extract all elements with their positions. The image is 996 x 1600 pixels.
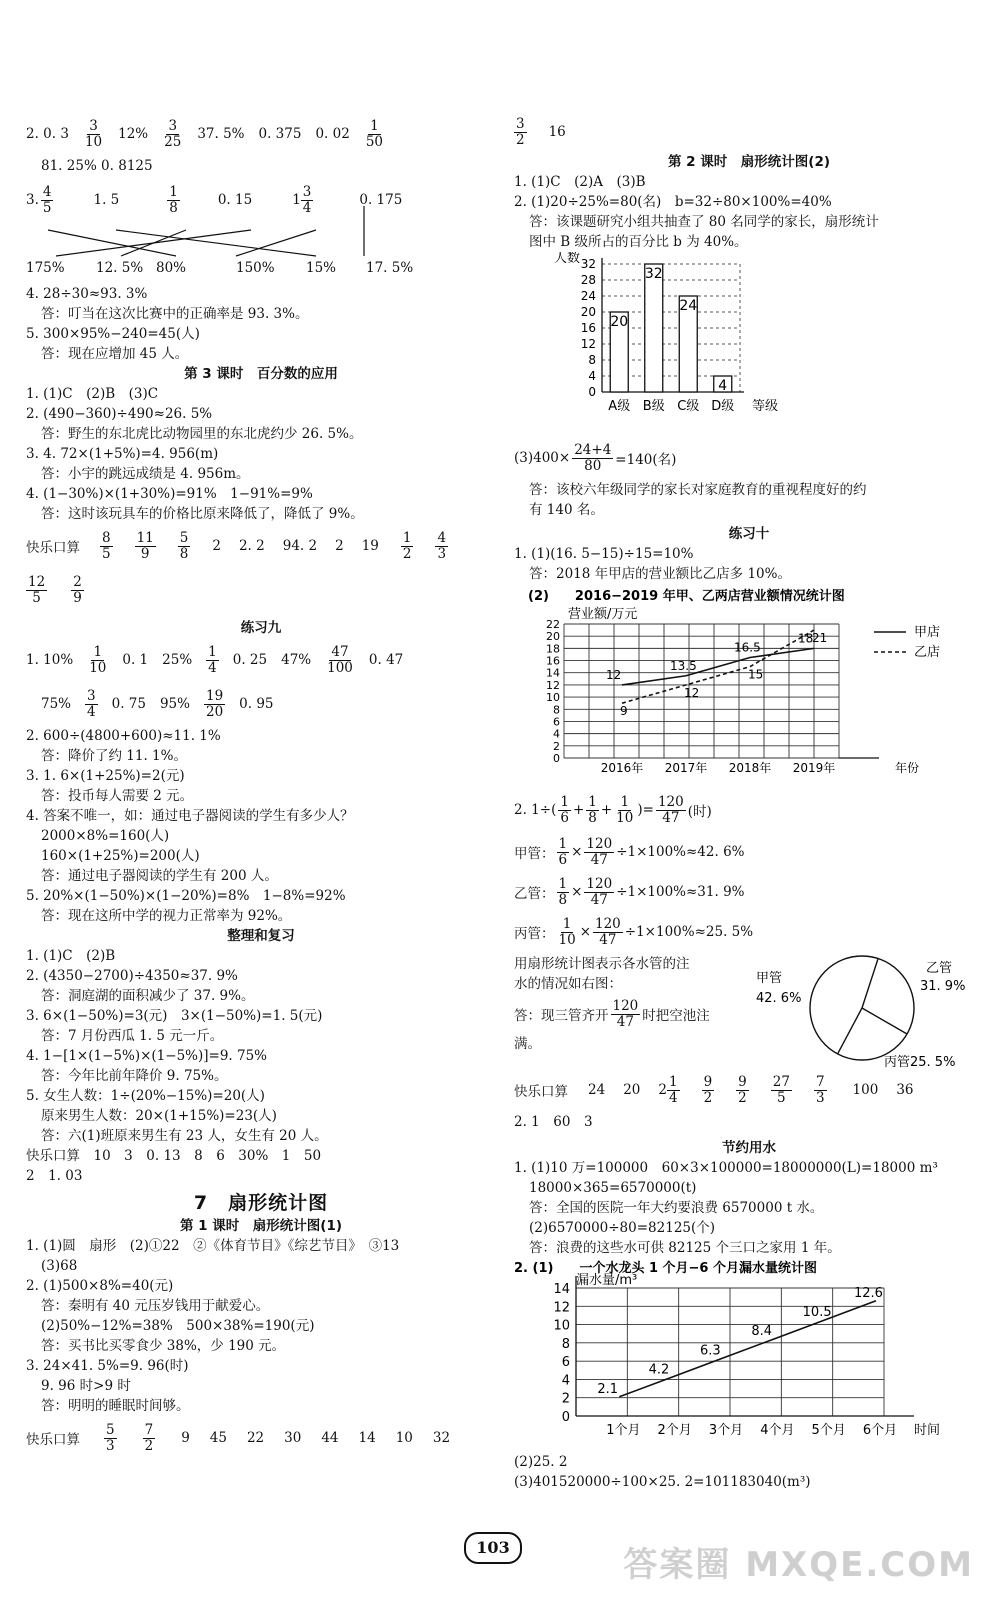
answer-line: 3. 4. 72×(1+5%)=4. 956(m)	[26, 446, 219, 462]
answer-line: 1. (1)(16. 5−15)÷15=10%	[514, 546, 694, 562]
answer-line: 答：该课题研究小组共抽查了 80 名同学的家长，扇形统计	[529, 214, 879, 230]
y-tick-label: 12	[546, 678, 560, 692]
answer-line: 答：秦明有 40 元压岁钱用于献爱心。	[41, 1298, 270, 1314]
series-line	[619, 1301, 876, 1397]
answer-text: 0. 375	[258, 126, 302, 142]
y-tick-label: 0	[553, 752, 560, 765]
fraction: 3 10	[84, 117, 103, 150]
answer-line: 18000×365=6570000(t)	[529, 1180, 697, 1196]
x-tick-label: B级	[642, 399, 665, 414]
y-tick-label: 22	[546, 618, 560, 631]
section-title: 节约用水	[722, 1140, 776, 1156]
answer-line: 5. 300×95%−240=45(人)	[26, 326, 200, 342]
answer-text: 37. 5%	[197, 126, 245, 142]
data-label: 4.2	[648, 1362, 670, 1378]
section-title: 第 1 课时 扇形统计图(1)	[179, 1218, 343, 1234]
q3-bottom-row: 175% 12. 5% 80% 150% 15% 17. 5%	[26, 260, 414, 276]
y-tick-label: 6	[561, 1355, 570, 1371]
answer-line: 5. 20%×(1−50%)×(1−20%)=8% 1−8%=92%	[26, 888, 346, 904]
fraction: 9 2	[703, 1073, 713, 1106]
fraction: 120 47	[612, 997, 639, 1030]
answer-line: 答：现在这所中学的视力正常率为 92%。	[41, 908, 292, 924]
fraction: 5 3	[106, 1421, 115, 1454]
match-line	[236, 230, 316, 256]
answer-line: 3. 24×41. 5%=9. 96(时)	[26, 1358, 189, 1374]
x-tick-label: 2个月	[657, 1423, 692, 1438]
y-tick-label: 24	[580, 289, 596, 303]
fraction: 19 20	[205, 687, 224, 720]
answer-text: 12%	[118, 126, 149, 142]
y-tick-label: 8	[588, 353, 596, 367]
pie-chart	[754, 952, 984, 1068]
fraction: 27 5	[772, 1073, 790, 1106]
y-axis-label: 营业额/万元	[568, 607, 638, 622]
y-tick-label: 0	[561, 1410, 570, 1425]
answer-line: 2. (1)500×8%=40(元)	[26, 1278, 174, 1294]
x-tick-label: 2017年	[664, 761, 708, 775]
answer-line: 答：今年比前年降价 9. 75%。	[41, 1068, 228, 1084]
kuaile-row-2: 快乐口算 5 3 7 2 9 45 22 30 44 14 10 32	[26, 1421, 451, 1454]
y-tick-label: 16	[580, 321, 596, 335]
y-tick-label: 12	[580, 337, 596, 351]
bar	[645, 264, 663, 392]
fraction: 9 2	[738, 1073, 747, 1106]
data-label: 2.1	[597, 1381, 619, 1397]
y-tick-label: 8	[561, 1336, 570, 1352]
data-label: 12	[684, 685, 700, 700]
y-tick-label: 18	[546, 642, 560, 656]
answer-line: 答：小宇的跳远成绩是 4. 956m。	[41, 466, 250, 482]
fraction: $\frac{120}{47}$	[586, 875, 613, 908]
data-label: 16.5	[734, 640, 761, 655]
fraction: 3 4	[87, 687, 96, 720]
chart-title: (2) 2016−2019 年甲、乙两店营业额情况统计图	[528, 589, 845, 604]
y-tick-label: 10	[553, 1318, 570, 1334]
answer-line: 2. 600÷(4800+600)≈11. 1%	[26, 728, 221, 744]
data-label: 12.6	[854, 1285, 883, 1301]
answer-line: 1. (1)C (2)B	[26, 948, 116, 964]
q3-matching	[26, 176, 496, 284]
leak-chart	[514, 1258, 984, 1448]
answer-line: (3)401520000÷100×25. 2=101183040(m³)	[514, 1474, 811, 1490]
answer-line: 答：这时该玩具车的价格比原来降低了，降低了 9%。	[41, 506, 364, 522]
legend-label: 乙店	[914, 645, 941, 660]
pie-text: 用扇形统计图表示各水管的注 水的情况如右图： 答：现三管齐开 120 47 时把空池注 满。	[514, 956, 710, 1052]
fraction: $\frac{1}{10}$	[558, 915, 576, 948]
q2-row	[26, 112, 496, 156]
fraction: 5 8	[179, 529, 189, 562]
x-tick-label: 1个月	[606, 1423, 641, 1438]
answer-line: 答：叮当在这次比赛中的正确率是 93. 3%。	[41, 306, 309, 322]
fraction: 3 2	[516, 115, 525, 148]
answer-line: 快乐口算 10 3 0. 13 8 6 30% 1 50	[26, 1148, 322, 1164]
data-label: 15	[748, 667, 764, 682]
y-tick-label: 16	[546, 654, 560, 668]
data-label: 6.3	[700, 1343, 721, 1359]
answer-line: 160×(1+25%)=200(人)	[41, 848, 200, 864]
pipe-head-row: 2. 1÷( 1 6 + $\frac{1}{8}$ + $\frac{1}{10}$ )= $\frac{120}{47}$ (时)	[514, 793, 712, 826]
answer-line: 答：洞庭湖的面积减少了 37. 9%。	[41, 988, 255, 1004]
fraction: $\frac{24+4}{80}$	[574, 441, 612, 474]
x-axis-label: 等级	[752, 399, 779, 414]
data-label: 8.4	[751, 1324, 773, 1340]
x-tick-label: 2019年	[792, 761, 836, 775]
answer-line: 2. (490−360)÷490≈26. 5%	[26, 406, 213, 422]
answer-line: 5. 女生人数：1÷(20%−15%)=20(人)	[26, 1088, 265, 1104]
y-tick-label: 10	[546, 691, 560, 705]
answer-line: (2)50%−12%=38% 500×38%=190(元)	[41, 1318, 315, 1334]
legend-label: 甲店	[914, 625, 941, 640]
bar-chart	[514, 252, 984, 432]
bar-calc-row: (3)400× $\frac{24+4}{80}$ =140(名)	[514, 441, 677, 474]
section-title: 练习九	[240, 620, 282, 636]
unit-title: 7 扇形统计图	[193, 1192, 329, 1214]
fraction: $\frac{120}{47}$	[586, 835, 613, 868]
x-tick-label: D级	[711, 399, 735, 414]
answer-line: 4. 28÷30≈93. 3%	[26, 286, 148, 302]
fraction: $\frac{1}{8}$	[558, 875, 568, 908]
fraction: 2 9	[73, 573, 82, 606]
data-label: 10.5	[802, 1305, 832, 1320]
fraction: 7 2	[144, 1421, 154, 1454]
answer-line: 1. (1)圆 扇形 (2)①22 ②《体育节目》《综艺节目》 ③13	[26, 1238, 400, 1254]
fraction: 4 3	[437, 529, 447, 562]
ex9-row-2: 75% 3 4 0. 75 95% 19 20 0. 95	[41, 687, 274, 720]
answer-line: 答：2018 年甲店的营业额比乙店多 10%。	[529, 566, 791, 582]
answer-line: 答：六(1)班原来男生有 23 人，女生有 20 人。	[41, 1128, 328, 1144]
pipe-row: 丙管： $\frac{1}{10}$ × $\frac{120}{47}$ ÷1×100%≈25. 5%	[514, 915, 754, 948]
data-label: 12	[606, 667, 622, 682]
bar-value-label: 20	[610, 314, 629, 330]
answer-text: 0. 02	[315, 126, 350, 142]
answer-text: 2. 0. 3	[26, 126, 69, 142]
kuaile-row-1: 快乐口算 8 5 11 9 5 8 2 2. 2 94. 2 2 19 1 2 4 3	[26, 529, 447, 562]
chart-title: 2. (1) 一个水龙头 1 个月−6 个月漏水量统计图	[514, 1261, 817, 1276]
answer-line: 答：全国的医院一年大约要浪费 6570000 t 水。	[529, 1200, 824, 1216]
answer-line: 4. 1−[1×(1−5%)×(1−5%)]=9. 75%	[26, 1048, 268, 1064]
fraction: $\frac{120}{47}$	[595, 915, 621, 948]
y-tick-label: 20	[546, 630, 560, 644]
x-tick-label: 2018年	[728, 761, 772, 775]
answer-line: 2. 1 60 3	[514, 1114, 593, 1130]
y-tick-label: 2	[553, 739, 560, 753]
data-label: 13.5	[670, 658, 697, 673]
pie-section	[514, 952, 984, 1068]
data-label: 21	[812, 631, 828, 646]
fraction: 47 100	[327, 643, 353, 676]
bar-value-label: 32	[644, 266, 663, 282]
y-tick-label: 2	[561, 1391, 570, 1407]
fraction: 1 10	[89, 643, 107, 676]
answer-line: 答：降价了约 11. 1%。	[41, 748, 187, 764]
x-tick-label: 2016年	[600, 761, 644, 775]
y-tick-label: 8	[553, 703, 560, 717]
y-tick-label: 12	[553, 1300, 570, 1316]
page-number: 103	[464, 1532, 522, 1564]
match-line	[56, 230, 251, 256]
section-title: 练习十	[728, 526, 770, 542]
x-axis-label: 年份	[895, 761, 920, 775]
x-tick-label: C级	[677, 399, 700, 414]
right-column	[514, 112, 984, 1492]
fraction: $\frac{1}{10}$	[616, 793, 634, 826]
y-tick-label: 28	[580, 273, 596, 287]
fraction: 1 6	[560, 793, 569, 826]
section-title: 第 3 课时 百分数的应用	[184, 366, 338, 382]
answer-line: 答：现在应增加 45 人。	[41, 346, 189, 362]
answer-line: 答：明明的睡眠时间够。	[41, 1398, 190, 1414]
fraction: 4 5	[42, 183, 52, 216]
bar-value-label: 24	[679, 298, 698, 314]
answer-line: 图中 B 级所占的百分比 b 为 40%。	[529, 234, 748, 250]
y-tick-label: 6	[553, 715, 560, 729]
answer-line: (2)25. 2	[514, 1454, 568, 1470]
y-axis-label: 人数	[554, 252, 581, 266]
y-tick-label: 0	[588, 385, 596, 399]
top-row: 3 2 16	[516, 115, 566, 148]
y-tick-label: 14	[546, 666, 560, 680]
y-tick-label: 14	[553, 1282, 570, 1297]
fraction: 7 3	[815, 1073, 825, 1106]
fraction: 1 2	[402, 529, 412, 562]
answer-line: 1. (1)C (2)A (3)B	[514, 174, 646, 190]
mixed-number: 1 3 4	[292, 183, 312, 216]
answer-line: 3. 6×(1−50%)=3(元) 3×(1−50%)=1. 5(元)	[26, 1008, 323, 1024]
watermark: 答案圈 MXQE.COM	[623, 1545, 974, 1585]
fraction: $\frac{1}{8}$	[588, 793, 597, 826]
answer-line: (3)68	[41, 1258, 78, 1274]
mixed-number: 2 1 4	[658, 1073, 678, 1106]
answer-line: 答：该校六年级同学的家长对家庭教育的重视程度好的约	[529, 482, 867, 498]
answer-line: 2 1. 03	[26, 1168, 83, 1184]
fraction: $\frac{1}{6}$	[558, 835, 568, 868]
x-tick-label: A级	[608, 399, 631, 414]
fraction: 3 25	[164, 117, 182, 150]
fraction: 1 50	[365, 117, 384, 150]
pie-value: 31. 9%	[920, 979, 966, 994]
left-column	[26, 112, 496, 1460]
series-line	[622, 648, 814, 685]
answer-line: 答：7 月份西瓜 1. 5 元一斤。	[41, 1028, 224, 1044]
answer-line: 答：通过电子器阅读的学生有 200 人。	[41, 868, 278, 884]
answer-line: 2000×8%=160(人)	[41, 828, 170, 844]
pie-value: 42. 6%	[756, 991, 802, 1006]
answer-line: 3. 1. 6×(1+25%)=2(元)	[26, 768, 185, 784]
x-axis-label: 时间	[914, 1423, 941, 1438]
ex9-row-1: 1. 10% 1 10 0. 1 25% 1 4 0. 25 47% 47 100 0. 47	[26, 643, 404, 676]
answer-line: 原来男生人数：20×(1+15%)=23(人)	[41, 1108, 277, 1124]
x-tick-label: 5个月	[811, 1423, 846, 1438]
answer-line: 1. (1)10 万=100000 60×3×100000=18000000(L)=18000 m³	[514, 1160, 938, 1176]
answer-line: 2. (4350−2700)÷4350≈37. 9%	[26, 968, 238, 984]
answer-line: 2. (1)20÷25%=80(名) b=32÷80×100%=40%	[514, 194, 832, 210]
answer-line: 9. 96 时>9 时	[41, 1378, 131, 1394]
x-tick-label: 3个月	[708, 1423, 744, 1438]
kuaile-row-1b	[26, 568, 496, 612]
section-title: 整理和复习	[227, 928, 295, 944]
fraction: 1 8	[169, 183, 178, 216]
y-tick-label: 32	[580, 257, 596, 271]
data-label: 9	[620, 704, 628, 719]
y-tick-label: 4	[588, 369, 596, 383]
x-tick-label: 4个月	[760, 1423, 795, 1438]
answer-line: 答：投币每人需要 2 元。	[41, 788, 194, 804]
pipe-row: 甲管： $\frac{1}{6}$ × $\frac{120}{47}$ ÷1×100%≈42. 6%	[514, 835, 745, 868]
pie-label: 丙管25. 5%	[884, 1055, 956, 1068]
answer-line: 4. 答案不唯一，如：通过电子器阅读的学生有多少人？	[26, 808, 354, 824]
y-axis-label: 漏水量/m³	[576, 1273, 638, 1288]
pie-label: 甲管	[756, 971, 783, 986]
pie-label: 乙管	[926, 961, 953, 976]
q2-line2: 81. 25% 0. 8125	[41, 158, 153, 174]
answer-line: 有 140 名。	[529, 502, 604, 518]
fraction: $\frac{120}{47}$	[657, 793, 684, 826]
y-tick-label: 20	[580, 305, 596, 319]
answer-line: 答：买书比买零食少 38%，少 190 元。	[41, 1338, 286, 1354]
x-tick-label: 6个月	[862, 1423, 898, 1438]
kuaile-row-3: 快乐口算 24 20 2 1 4 9 2 9 2 27 5 7 3 100 36	[514, 1073, 914, 1106]
answer-line: 4. (1−30%)×(1+30%)=91% 1−91%=9%	[26, 486, 313, 502]
answer-line: 1. (1)C (2)B (3)C	[26, 386, 159, 402]
answer-line: (2)6570000÷80=82125(个)	[529, 1220, 716, 1236]
fraction: 12 5	[28, 573, 46, 606]
section-title: 第 2 课时 扇形统计图(2)	[667, 154, 831, 170]
pipe-row: 乙管： $\frac{1}{8}$ × $\frac{120}{47}$ ÷1×100%≈31. 9%	[514, 875, 745, 908]
fraction: 11 9	[136, 529, 154, 562]
y-tick-label: 4	[553, 727, 560, 741]
line-chart	[514, 584, 984, 784]
answer-line: 答：野生的东北虎比动物园里的东北虎约少 26. 5%。	[41, 426, 363, 442]
match-line	[116, 230, 316, 256]
fraction: 1 4	[208, 643, 217, 676]
data-label: 18	[798, 631, 814, 646]
bar-value-label: 4	[718, 378, 728, 394]
answer-line: 答：浪费的这些水可供 82125 个三口之家用 1 年。	[529, 1240, 841, 1256]
q3-top-row: 3. 4 5 1. 5 1 8 0. 15 1 3 4 0. 175	[26, 183, 403, 216]
y-tick-label: 4	[561, 1373, 570, 1389]
fraction: 8 5	[102, 529, 111, 562]
